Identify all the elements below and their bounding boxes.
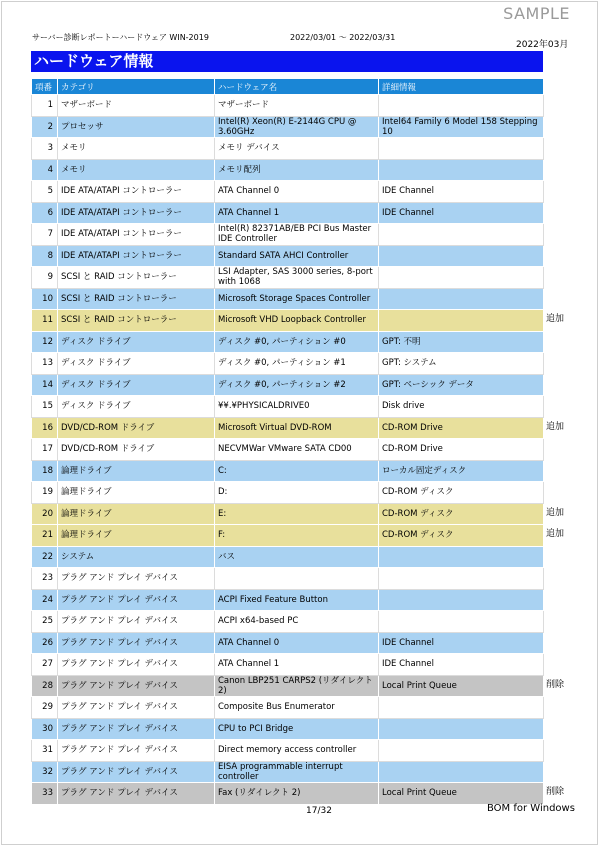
- table-row: [32, 460, 544, 482]
- row-hardware-name: NECVMWar VMware SATA CD00: [215, 439, 379, 461]
- row-detail: CD-ROM ディスク: [379, 525, 544, 547]
- row-number: 24: [32, 589, 58, 611]
- row-hardware-name: Intel(R) Xeon(R) E-2144G CPU @ 3.60GHz: [215, 116, 379, 138]
- row-hardware-name: ディスク #0, パーティション #0: [215, 331, 379, 353]
- row-number: 11: [32, 310, 58, 332]
- row-hardware-name: ¥¥.¥PHYSICALDRIVE0: [215, 396, 379, 418]
- row-category: DVD/CD-ROM ドライブ: [58, 439, 215, 461]
- row-category: SCSI と RAID コントローラー: [58, 267, 215, 289]
- row-number: 31: [32, 740, 58, 762]
- row-number: 25: [32, 611, 58, 633]
- row-note: 削除: [546, 787, 565, 797]
- row-hardware-name: D:: [215, 482, 379, 504]
- row-category: IDE ATA/ATAPI コントローラー: [58, 245, 215, 267]
- row-hardware-name: メモリ配列: [215, 159, 379, 181]
- row-note: [546, 202, 596, 224]
- table-row: [32, 568, 544, 590]
- row-detail: [379, 546, 544, 568]
- table-row: [32, 224, 544, 246]
- row-hardware-name: Microsoft VHD Loopback Controller: [215, 310, 379, 332]
- table-row: [32, 761, 544, 783]
- row-note: 追加: [546, 421, 565, 432]
- row-detail: [379, 159, 544, 181]
- row-number: 5: [32, 181, 58, 203]
- table-row: [32, 202, 544, 224]
- product-name: BOM for Windows: [487, 803, 575, 814]
- row-detail: CD-ROM ディスク: [379, 503, 544, 525]
- row-hardware-name: Standard SATA AHCI Controller: [215, 245, 379, 267]
- row-category: プラグ アンド プレイ デバイス: [58, 589, 215, 611]
- table-row: [32, 331, 544, 353]
- row-number: 15: [32, 396, 58, 418]
- row-category: メモリ: [58, 159, 215, 181]
- table-row: [32, 374, 544, 396]
- row-hardware-name: Composite Bus Enumerator: [215, 697, 379, 719]
- row-detail: Intel64 Family 6 Model 158 Stepping 10: [379, 116, 544, 138]
- table-row: [32, 697, 544, 719]
- row-number: 26: [32, 632, 58, 654]
- row-note: [546, 739, 596, 761]
- row-detail: IDE Channel: [379, 632, 544, 654]
- row-hardware-name: Direct memory access controller: [215, 740, 379, 762]
- row-detail: Local Print Queue: [379, 783, 544, 805]
- row-hardware-name: Microsoft Virtual DVD-ROM: [215, 417, 379, 439]
- row-note: [546, 331, 596, 353]
- row-category: ディスク ドライブ: [58, 396, 215, 418]
- row-number: 9: [32, 267, 58, 289]
- row-number: 3: [32, 138, 58, 160]
- row-detail: [379, 611, 544, 633]
- row-detail: GPT: システム: [379, 353, 544, 375]
- row-hardware-name: ディスク #0, パーティション #2: [215, 374, 379, 396]
- hardware-table: [31, 78, 544, 805]
- row-detail: [379, 697, 544, 719]
- row-category: IDE ATA/ATAPI コントローラー: [58, 224, 215, 246]
- row-note: [546, 438, 596, 460]
- row-number: 7: [32, 224, 58, 246]
- row-number: 21: [32, 525, 58, 547]
- row-category: IDE ATA/ATAPI コントローラー: [58, 181, 215, 203]
- row-category: プラグ アンド プレイ デバイス: [58, 761, 215, 783]
- table-row: [32, 718, 544, 740]
- table-row: [32, 503, 544, 525]
- row-hardware-name: ATA Channel 1: [215, 202, 379, 224]
- row-category: IDE ATA/ATAPI コントローラー: [58, 202, 215, 224]
- row-detail: IDE Channel: [379, 181, 544, 203]
- row-note: [546, 180, 596, 202]
- row-category: マザーボード: [58, 95, 215, 117]
- table-row: [32, 267, 544, 289]
- row-hardware-name: F:: [215, 525, 379, 547]
- table-row: [32, 181, 544, 203]
- row-detail: [379, 310, 544, 332]
- row-category: プロセッサ: [58, 116, 215, 138]
- row-note: 追加: [546, 314, 565, 324]
- row-category: プラグ アンド プレイ デバイス: [58, 718, 215, 740]
- row-note: [546, 94, 596, 116]
- row-detail: GPT: 不明: [379, 331, 544, 353]
- row-note: [546, 288, 596, 310]
- row-note: 追加: [546, 529, 565, 539]
- row-category: SCSI と RAID コントローラー: [58, 310, 215, 332]
- row-note: [546, 116, 596, 138]
- row-hardware-name: Microsoft Storage Spaces Controller: [215, 288, 379, 310]
- row-detail: [379, 568, 544, 590]
- row-note: [546, 159, 596, 181]
- table-row: [32, 546, 544, 568]
- row-number: 12: [32, 331, 58, 353]
- row-note: [546, 137, 596, 159]
- row-number: 30: [32, 718, 58, 740]
- row-detail: [379, 718, 544, 740]
- section-title: ハードウェア情報: [31, 51, 543, 72]
- row-detail: [379, 224, 544, 246]
- row-category: システム: [58, 546, 215, 568]
- row-hardware-name: ATA Channel 0: [215, 181, 379, 203]
- row-category: プラグ アンド プレイ デバイス: [58, 568, 215, 590]
- table-row: [32, 159, 544, 181]
- row-note: [546, 653, 596, 675]
- row-hardware-name: Fax (リダイレクト 2): [215, 783, 379, 805]
- row-detail: [379, 95, 544, 117]
- row-hardware-name: メモリ デバイス: [215, 138, 379, 160]
- row-note: [546, 352, 596, 374]
- row-detail: [379, 138, 544, 160]
- row-category: プラグ アンド プレイ デバイス: [58, 783, 215, 805]
- column-header-name: ハードウェア名: [215, 79, 379, 95]
- table-row: [32, 439, 544, 461]
- table-row: [32, 310, 544, 332]
- row-hardware-name: Intel(R) 82371AB/EB PCI Bus Master IDE Controller: [215, 224, 379, 246]
- row-note: [546, 761, 596, 783]
- row-note: [546, 718, 596, 740]
- row-category: プラグ アンド プレイ デバイス: [58, 697, 215, 719]
- notes-column: [546, 78, 596, 804]
- column-header-no: 項番: [32, 79, 58, 95]
- row-detail: [379, 740, 544, 762]
- table-row: [32, 95, 544, 117]
- row-category: メモリ: [58, 138, 215, 160]
- row-number: 23: [32, 568, 58, 590]
- row-note: [546, 395, 596, 417]
- row-hardware-name: マザーボード: [215, 95, 379, 117]
- row-detail: GPT: ベーシック データ: [379, 374, 544, 396]
- row-number: 32: [32, 761, 58, 783]
- table-row: [32, 525, 544, 547]
- row-hardware-name: LSI Adapter, SAS 3000 series, 8-port with 1068: [215, 267, 379, 289]
- table-header-row: [32, 79, 544, 95]
- table-row: [32, 675, 544, 697]
- row-hardware-name: ディスク #0, パーティション #1: [215, 353, 379, 375]
- row-category: ディスク ドライブ: [58, 353, 215, 375]
- row-hardware-name: E:: [215, 503, 379, 525]
- watermark: SAMPLE: [503, 4, 570, 23]
- row-number: 18: [32, 460, 58, 482]
- row-detail: Disk drive: [379, 396, 544, 418]
- table-row: [32, 245, 544, 267]
- table-row: [32, 288, 544, 310]
- row-number: 20: [32, 503, 58, 525]
- column-header-detail: 詳細情報: [379, 79, 544, 95]
- row-note: [546, 610, 596, 632]
- row-detail: Local Print Queue: [379, 675, 544, 697]
- row-detail: [379, 245, 544, 267]
- row-detail: [379, 288, 544, 310]
- row-hardware-name: バス: [215, 546, 379, 568]
- row-note: [546, 245, 596, 267]
- row-category: プラグ アンド プレイ デバイス: [58, 740, 215, 762]
- table-row: [32, 632, 544, 654]
- row-number: 19: [32, 482, 58, 504]
- table-row: [32, 783, 544, 805]
- row-category: 論理ドライブ: [58, 482, 215, 504]
- row-category: ディスク ドライブ: [58, 331, 215, 353]
- row-number: 17: [32, 439, 58, 461]
- row-hardware-name: C:: [215, 460, 379, 482]
- row-hardware-name: Canon LBP251 CARPS2 (リダイレクト 2): [215, 675, 379, 697]
- row-category: プラグ アンド プレイ デバイス: [58, 675, 215, 697]
- row-category: 論理ドライブ: [58, 525, 215, 547]
- row-note: [546, 546, 596, 568]
- row-note: [546, 632, 596, 654]
- row-note: [546, 567, 596, 589]
- row-note: [546, 696, 596, 718]
- row-category: ディスク ドライブ: [58, 374, 215, 396]
- row-hardware-name: ACPI Fixed Feature Button: [215, 589, 379, 611]
- row-detail: IDE Channel: [379, 654, 544, 676]
- row-note: [546, 374, 596, 396]
- row-number: 16: [32, 417, 58, 439]
- table-row: [32, 138, 544, 160]
- row-detail: ローカル固定ディスク: [379, 460, 544, 482]
- row-detail: [379, 589, 544, 611]
- row-hardware-name: ACPI x64-based PC: [215, 611, 379, 633]
- row-category: プラグ アンド プレイ デバイス: [58, 654, 215, 676]
- table-row: [32, 116, 544, 138]
- row-number: 22: [32, 546, 58, 568]
- row-note: [546, 460, 596, 482]
- row-detail: CD-ROM Drive: [379, 439, 544, 461]
- row-category: SCSI と RAID コントローラー: [58, 288, 215, 310]
- table-row: [32, 417, 544, 439]
- report-period: 2022/03/01 ～ 2022/03/31: [290, 33, 396, 42]
- table-row: [32, 353, 544, 375]
- table-row: [32, 611, 544, 633]
- row-detail: IDE Channel: [379, 202, 544, 224]
- column-header-category: カテゴリ: [58, 79, 215, 95]
- row-category: 論理ドライブ: [58, 460, 215, 482]
- table-row: [32, 396, 544, 418]
- table-row: [32, 654, 544, 676]
- row-note: [546, 481, 596, 503]
- row-number: 8: [32, 245, 58, 267]
- row-detail: [379, 267, 544, 289]
- page-number: 17/32: [306, 806, 332, 816]
- row-number: 2: [32, 116, 58, 138]
- row-number: 4: [32, 159, 58, 181]
- table-row: [32, 740, 544, 762]
- row-number: 29: [32, 697, 58, 719]
- row-number: 28: [32, 675, 58, 697]
- table-row: [32, 589, 544, 611]
- report-month: 2022年03月: [516, 40, 569, 50]
- row-number: 27: [32, 654, 58, 676]
- row-detail: CD-ROM Drive: [379, 417, 544, 439]
- row-number: 33: [32, 783, 58, 805]
- row-detail: CD-ROM ディスク: [379, 482, 544, 504]
- row-number: 1: [32, 95, 58, 117]
- row-category: プラグ アンド プレイ デバイス: [58, 611, 215, 633]
- row-note: [546, 223, 596, 245]
- row-note: 削除: [546, 679, 565, 690]
- row-hardware-name: EISA programmable interrupt controller: [215, 761, 379, 783]
- row-note: [546, 589, 596, 611]
- row-detail: [379, 761, 544, 783]
- row-number: 14: [32, 374, 58, 396]
- row-number: 13: [32, 353, 58, 375]
- table-row: [32, 482, 544, 504]
- row-number: 6: [32, 202, 58, 224]
- row-note: [546, 266, 596, 288]
- row-category: プラグ アンド プレイ デバイス: [58, 632, 215, 654]
- row-hardware-name: CPU to PCI Bridge: [215, 718, 379, 740]
- row-category: DVD/CD-ROM ドライブ: [58, 417, 215, 439]
- row-number: 10: [32, 288, 58, 310]
- report-title: サーバー診断レポートーハードウェア WIN-2019: [32, 33, 209, 42]
- row-hardware-name: ATA Channel 1: [215, 654, 379, 676]
- row-hardware-name: [215, 568, 379, 590]
- row-note: 追加: [546, 507, 565, 518]
- row-hardware-name: ATA Channel 0: [215, 632, 379, 654]
- row-category: 論理ドライブ: [58, 503, 215, 525]
